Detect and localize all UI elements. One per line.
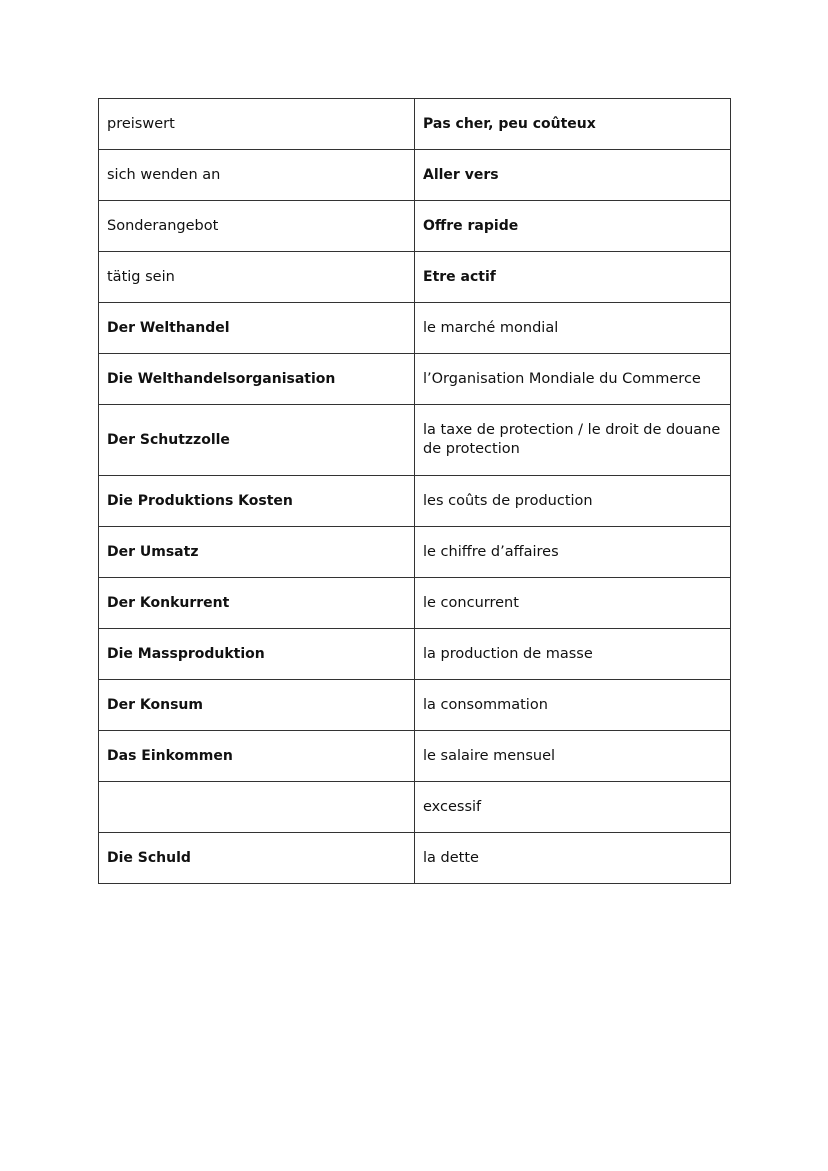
french-translation: les coûts de production [415, 476, 731, 527]
french-translation: la taxe de protection / le droit de douane de protection [415, 405, 731, 476]
french-translation: le salaire mensuel [415, 731, 731, 782]
french-translation: Pas cher, peu coûteux [415, 99, 731, 150]
french-translation: la dette [415, 833, 731, 884]
german-term [99, 782, 415, 833]
french-translation: la consommation [415, 680, 731, 731]
table-row [99, 150, 731, 201]
german-term: Der Schutzzolle [99, 405, 415, 476]
french-translation: Etre actif [415, 252, 731, 303]
table-row [99, 680, 731, 731]
vocabulary-table [98, 98, 731, 884]
table-row [99, 99, 731, 150]
german-term: Die Massproduktion [99, 629, 415, 680]
table-row [99, 629, 731, 680]
german-term: Der Konkurrent [99, 578, 415, 629]
table-row [99, 201, 731, 252]
french-translation: Offre rapide [415, 201, 731, 252]
table-row [99, 405, 731, 476]
german-term: Die Produktions Kosten [99, 476, 415, 527]
german-term: preiswert [99, 99, 415, 150]
table-row [99, 782, 731, 833]
german-term: Der Welthandel [99, 303, 415, 354]
table-row [99, 578, 731, 629]
table-row [99, 354, 731, 405]
french-translation: l’Organisation Mondiale du Commerce [415, 354, 731, 405]
german-term: Das Einkommen [99, 731, 415, 782]
french-translation: le marché mondial [415, 303, 731, 354]
table-row [99, 731, 731, 782]
german-term: Die Welthandelsorganisation [99, 354, 415, 405]
french-translation: le concurrent [415, 578, 731, 629]
table-row [99, 527, 731, 578]
french-translation: excessif [415, 782, 731, 833]
french-translation: Aller vers [415, 150, 731, 201]
table-row [99, 833, 731, 884]
german-term: tätig sein [99, 252, 415, 303]
german-term: Der Umsatz [99, 527, 415, 578]
german-term: Sonderangebot [99, 201, 415, 252]
french-translation: la production de masse [415, 629, 731, 680]
table-row [99, 252, 731, 303]
german-term: Der Konsum [99, 680, 415, 731]
french-translation: le chiffre d’affaires [415, 527, 731, 578]
german-term: sich wenden an [99, 150, 415, 201]
table-row [99, 303, 731, 354]
german-term: Die Schuld [99, 833, 415, 884]
table-row [99, 476, 731, 527]
